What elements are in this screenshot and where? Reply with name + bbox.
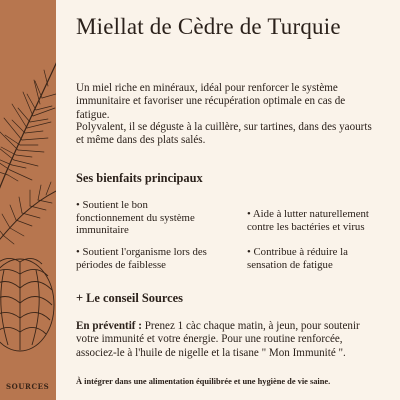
benefit-item: • Soutient l'organisme lors des périodes de faiblesse xyxy=(76,246,207,271)
tip-label: En préventif : xyxy=(76,320,142,332)
brand-logo: SOURCES xyxy=(6,382,50,391)
benefit-item: • Contribue à réduire la sensation de fatigue xyxy=(247,246,348,271)
benefit-item: • Aide à lutter naturellement contre les bactéries et virus xyxy=(247,208,369,233)
usage-paragraph: Polyvalent, il se déguste à la cuillère, sur tartines, dans des yaourts et même dans des plats salés. xyxy=(76,121,372,147)
footer-note: À intégrer dans une alimentation équilibrée et une hygiène de vie saine. xyxy=(76,377,331,386)
page-title: Miellat de Cèdre de Turquie xyxy=(76,14,341,39)
benefit-item: • Soutient le bon fonctionnement du système immunitaire xyxy=(76,199,195,237)
intro-paragraph: Un miel riche en minéraux, idéal pour renforcer le système immunitaire et favoriser une récupération optimale en cas de fatigue. xyxy=(76,82,346,121)
tip-paragraph xyxy=(76,320,376,360)
tip-heading: + Le conseil Sources xyxy=(76,291,183,305)
tip-text: Prenez 1 càc chaque matin, à jeun, pour soutenir votre immunité et votre énergie. Pour une routine renforcée, associez-le à l'huile de nigelle et la tisane " Mon Immunité ". xyxy=(76,320,360,359)
benefits-heading: Ses bienfaits principaux xyxy=(76,171,203,185)
pine-branch-illustration xyxy=(0,0,56,400)
sidebar-panel xyxy=(0,0,56,400)
